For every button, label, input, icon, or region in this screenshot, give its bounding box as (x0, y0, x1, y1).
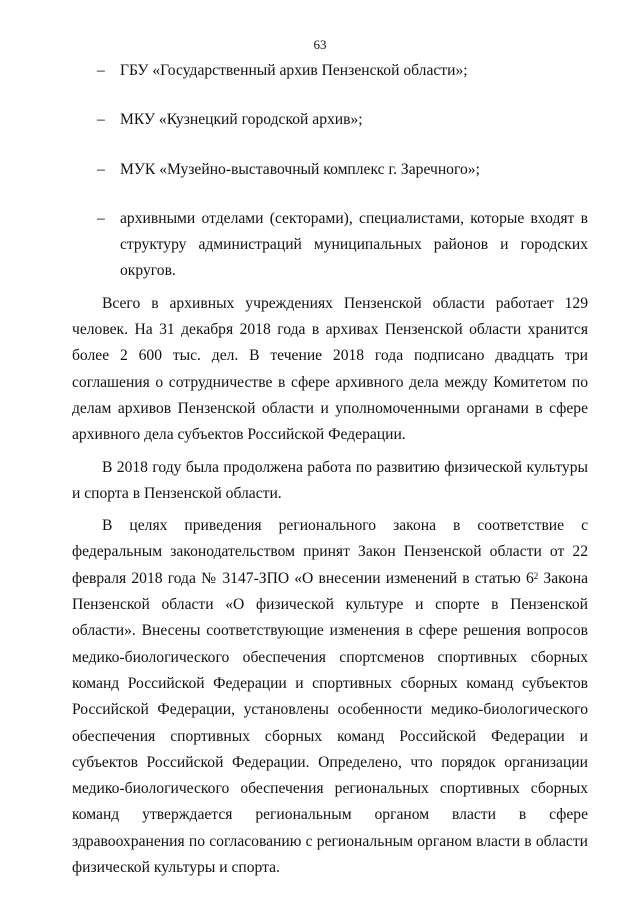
superscript: 2 (533, 570, 539, 581)
list-item-text: ГБУ «Государственный архив Пензенской области»; (120, 62, 468, 79)
document-body (72, 58, 588, 881)
list-item-text: архивными отделами (секторами), специалистами, которые входят в структуру администраций муниципальных районов и городских округов. (120, 209, 588, 280)
page-number: 63 (313, 37, 327, 52)
list-item-text: МКУ «Кузнецкий городской архив»; (120, 111, 363, 129)
organization-list (72, 58, 588, 285)
paragraph-text: Закона Пензенской области «О физической культуре и спорте в Пензенской области». Внесены соответствующие изменения в сфере решения вопросов медико-биологического обеспечения спортсменов спортивных сборных команд Российской Федерации и спортивных сборных команд субъектов Российской Федерации, установлены особенности медико-биологического обеспечения спортивных сборных команд Российской Федерации и субъектов Российской Федерации. Определено, что порядок организации медико-биологического обеспечения региональных спортивных сборных команд утверждается региональным органом власти в сфере здравоохранения по согласованию с региональным органом власти в области физической культуры и спорта. (72, 569, 588, 877)
list-item (72, 58, 588, 84)
paragraph-sport-intro: В 2018 году была продолжена работа по развитию физической культуры и спорта в Пензенской области. (72, 458, 588, 502)
list-dash: – (97, 160, 105, 178)
paragraph-text: В целях приведения регионального закона в соответствие с федеральным законодательством принят Закон Пензенской области от 22 февраля 2018 года № 3147-ЗПО «О внесении изменений в статью 6 (72, 517, 588, 587)
paragraph-sport-law (72, 513, 588, 881)
paragraph-archives: Всего в архивных учреждениях Пензенской области работает 129 человек. На 31 декабря 2018 года в архивах Пензенской области хранится более 2 600 тыс. дел. В течение 2018 года подписано двадцать три соглашения о сотрудничестве в сфере архивного дела между Комитетом по делам архивов Пензенской области и уполномоченными органами в сфере архивного дела субъектов Российской Федерации. (72, 294, 588, 444)
list-dash: – (97, 111, 105, 129)
list-item-text: МУК «Музейно-выставочный комплекс г. Заречного»; (120, 160, 480, 178)
list-item (72, 107, 588, 133)
list-dash: – (97, 209, 105, 227)
list-item (72, 157, 588, 183)
list-item (72, 206, 588, 285)
list-dash: – (97, 62, 105, 79)
